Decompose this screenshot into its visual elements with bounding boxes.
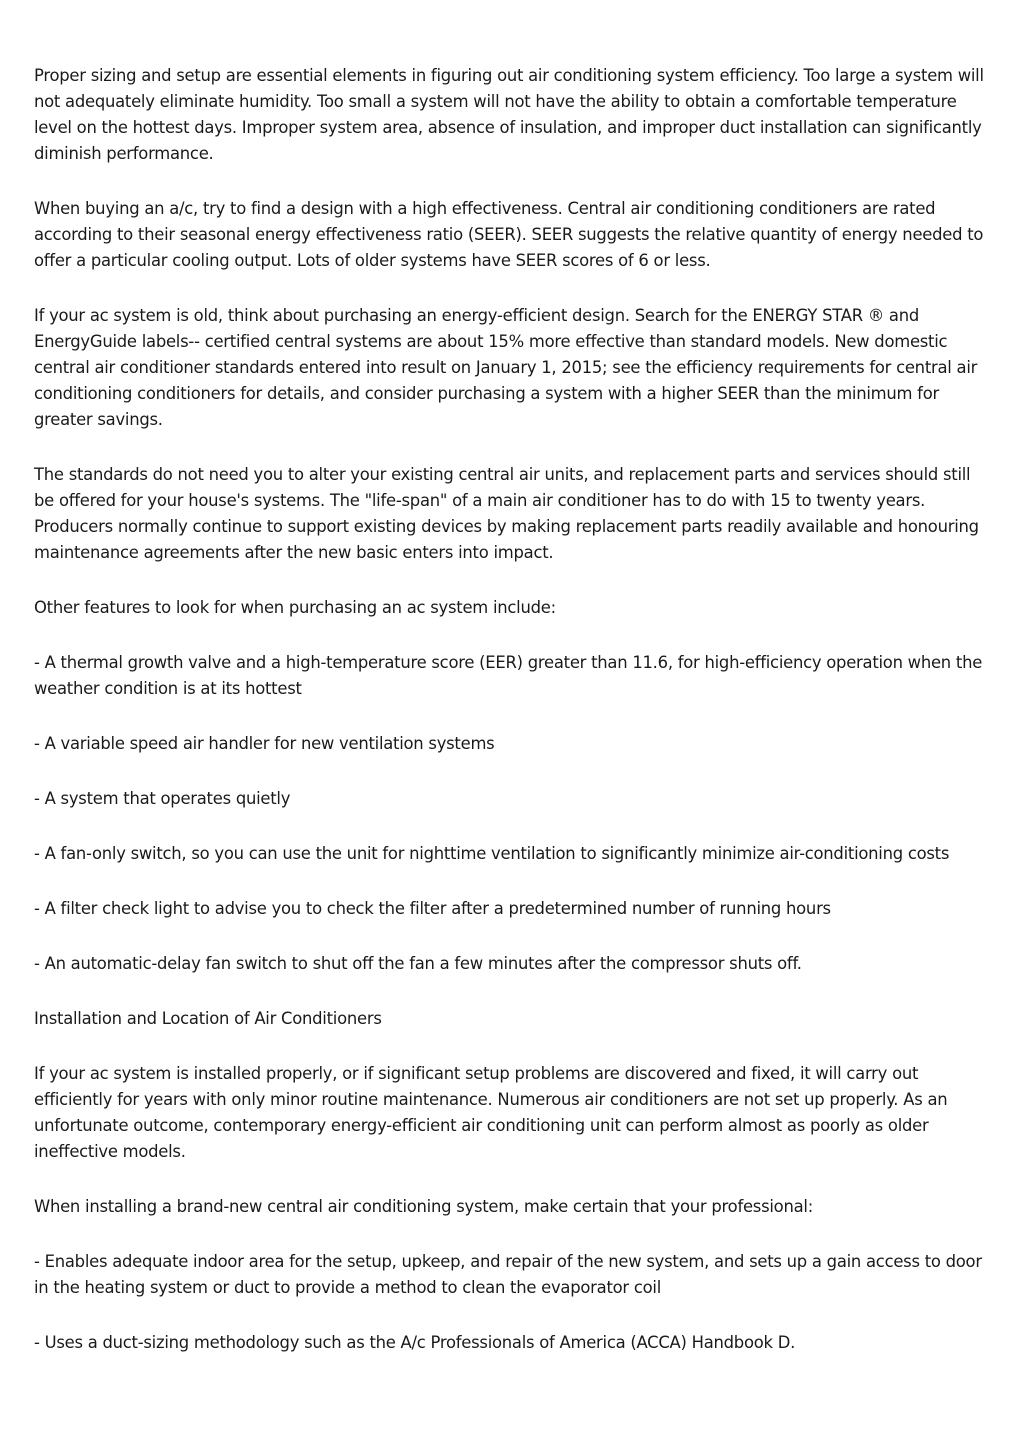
paragraph-seer: When buying an a/c, try to find a design with a high effectiveness. Central air conditioning conditioners are rated according to their seasonal energy effectiveness ratio (SEER). SEER suggests the relative quantity of energy needed to offer a particular cooling output. Lots of older systems have SEER scores of 6 or less. xyxy=(34,199,984,270)
paragraph-features-intro: Other features to look for when purchasing an ac system include: xyxy=(34,598,556,617)
section-heading-installation: Installation and Location of Air Conditioners xyxy=(34,1009,382,1028)
paragraph-sizing: Proper sizing and setup are essential elements in figuring out air conditioning system efficiency. Too large a system will not adequately eliminate humidity. Too small a system will not have the ability to obtain a comfortable temperature level on the hottest days. Improper system area, absence of insulation, and improper duct installation can significantly diminish performance. xyxy=(34,66,984,163)
list-item-thermal-valve: - A thermal growth valve and a high-temperature score (EER) greater than 11.6, for high-efficiency operation when the weather condition is at its hottest xyxy=(34,653,983,698)
list-item-fan-only: - A fan-only switch, so you can use the unit for nighttime ventilation to significantly minimize air-conditioning costs xyxy=(34,844,950,863)
list-item-delay-fan: - An automatic-delay fan switch to shut off the fan a few minutes after the compressor shuts off. xyxy=(34,954,802,973)
list-item-indoor-area: - Enables adequate indoor area for the setup, upkeep, and repair of the new system, and sets up a gain access to door in the heating system or duct to provide a method to clean the evaporator coil xyxy=(34,1252,982,1297)
paragraph-installation: If your ac system is installed properly, or if significant setup problems are discovered and fixed, it will carry out efficiently for years with only minor routine maintenance. Numerous air conditioners are not set up properly. As an unfortunate outcome, contemporary energy-efficient air conditioning unit can perform almost as poorly as older ineffective models. xyxy=(34,1064,948,1161)
list-item-filter-light: - A filter check light to advise you to check the filter after a predetermined number of running hours xyxy=(34,899,831,918)
document-body xyxy=(34,63,992,1385)
list-item-duct-sizing: - Uses a duct-sizing methodology such as the A/c Professionals of America (ACCA) Handbook D. xyxy=(34,1333,796,1352)
list-item-variable-speed: - A variable speed air handler for new ventilation systems xyxy=(34,734,495,753)
paragraph-energy-star: If your ac system is old, think about purchasing an energy-efficient design. Search for the ENERGY STAR ® and EnergyGuide labels-- certified central systems are about 15% more effective than standard models. New domestic central air conditioner standards entered into result on January 1, 2015; see the efficiency requirements for central air conditioning conditioners for details, and consider purchasing a system with a higher SEER than the minimum for greater savings. xyxy=(34,306,978,429)
list-item-quiet: - A system that operates quietly xyxy=(34,789,291,808)
paragraph-standards: The standards do not need you to alter your existing central air units, and replacement parts and services should still be offered for your house's systems. The "life-span" of a main air conditioner has to do with 15 to twenty years. Producers normally continue to support existing devices by making replacement parts readily available and honouring maintenance agreements after the new basic enters into impact. xyxy=(34,465,979,562)
paragraph-professional-intro: When installing a brand-new central air conditioning system, make certain that your professional: xyxy=(34,1197,813,1216)
